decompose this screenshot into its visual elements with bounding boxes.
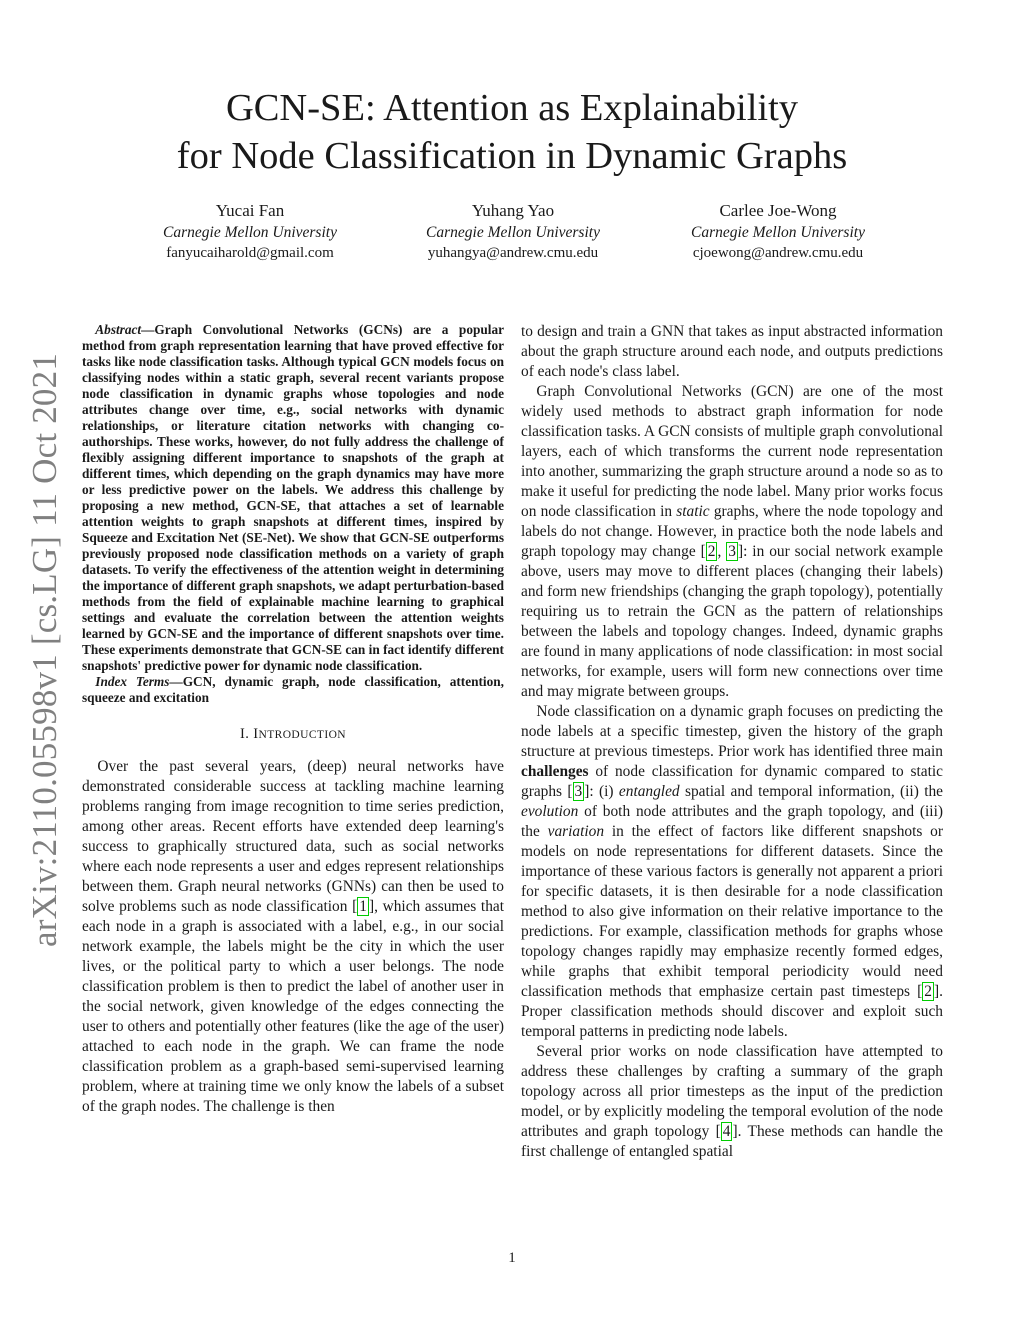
index-terms: [82, 674, 504, 706]
text-run: Graph Convolutional Networks (GCN) are one of the most widely used methods to abstract graph information for node classification tasks. A GCN consists of multiple graph convolutional layers, each of which transforms the current node representation into another, summarizing the graph structure around a node so as to make it useful for predicting the node label. Many prior works focus on node classification in: [521, 383, 943, 520]
page-number: 1: [508, 1250, 516, 1266]
arxiv-id: arXiv:2110.05598v1 [cs.LG] 11 Oct 2021: [25, 352, 65, 947]
text-run: of both node attributes and the graph topology, and (iii) the: [521, 803, 943, 840]
section-rest: NTRODUCTION: [258, 729, 346, 741]
paragraph: Graph Convolutional Networks (GCN) are one of the most widely used methods to abstract graph information for node classification tasks. A GCN consists of multiple graph convolutional layers, each of which transforms the current node representation into another, summarizing the graph structure around a node so as to make it useful for predicting the node label. Many prior works focus on node classification in static graphs, where the node topology and labels do not change. However, in practice both the node labels and graph topology may change [ 2 , 3 ]: in our social network example above, users may move to different places (changing their labels) and form new friendships (changing the graph topology), potentially requiring us to retrain the GCN as the pattern of relationships between the labels and topology changes. Indeed, dynamic graphs are found in many applications of node classification: in most social networks, for example, users will form new connections over time and may migrate between groups.: [521, 383, 944, 700]
index-terms-text: GCN, dynamic graph, node classification, attention, squeeze and excitation: [82, 674, 504, 705]
arxiv-stamp: [14, 353, 76, 946]
text-run: : in our social network example above, users may move to different places (changing their labels) and form new friendships (changing the graph topology), potentially requiring us to retrain the GCN as the pattern of relationships between the labels and topology changes. Indeed, dynamic graphs are found in many applications of node classification: in most social networks, for example, users will form new connections over time and may migrate between groups.: [521, 543, 944, 700]
left-column: [82, 322, 504, 1117]
emphasis: evolution: [521, 803, 579, 820]
author-affiliation: Carnegie Mellon University: [691, 224, 865, 241]
section-heading-introduction: [82, 724, 504, 745]
abstract-dash: —: [141, 322, 155, 337]
author-affiliation: Carnegie Mellon University: [426, 224, 600, 241]
abstract-text: Graph Convolutional Networks (GCNs) are a popular method from graph representation learning that have proved effective for tasks like node classification tasks. Although typical GCN models focus on classifying nodes within a static graph, several recent variants propose node classification in dynamic graphs whose topologies and node attributes change over time, e.g., social networks with dynamic relationships, or literature citation networks with changing co-authorships. These works, however, do not fully address the challenge of flexibly assigning different importance to snapshots of the graph at different times, which depending on the graph dynamics may have more or less predictive power on the labels. We address this challenge by proposing a new method, GCN-SE, that attaches a set of learnable attention weights to graph snapshots at different times, inspired by Squeeze and Excitation Net (SE-Net). We show that GCN-SE outperforms previously proposed node classification methods on a variety of graph datasets. To verify the effectiveness of the attention weight in determining the importance of different graph snapshots, we adapt perturbation-based methods from the field of explainable machine learning to graphical settings and evaluate the correlation between the attention weights learned by GCN-SE and the importance of different snapshots over time. These experiments demonstrate that GCN-SE can in fact identify different snapshots' predictive power for dynamic node classification.: [82, 322, 504, 673]
citation-link[interactable]: 1: [359, 898, 367, 915]
index-terms-label: Index Terms: [95, 674, 170, 689]
text-run: of node classification for dynamic compared to static graphs: [521, 763, 943, 800]
text-run: . Proper classification methods should discover and exploit such temporal patterns in predicting node labels.: [521, 983, 943, 1040]
author-email: cjoewong@andrew.cmu.edu: [692, 245, 864, 261]
right-column: [521, 322, 943, 1162]
author-email: yuhangya@andrew.cmu.edu: [427, 245, 599, 261]
text-run: Over the past several years, (deep) neural networks have demonstrated considerable success at tackling machine learning problems ranging from image recognition to time series prediction, among other areas. Recent efforts have extended deep learning's success to graphically structured data, such as social networks where each node represents a user and edges represent relationships between them. Graph neural networks (GNNs) can then be used to solve problems such as node classification: [82, 758, 504, 915]
citation-link[interactable]: 3: [574, 783, 583, 800]
author-name: Yuhang Yao: [471, 201, 555, 220]
title-line-2: for Node Classification in Dynamic Graphs: [176, 135, 848, 177]
paragraph: to design and train a GNN that takes as input abstracted information about the graph structure around each node, and outputs predictions of each node's class label.: [521, 323, 943, 380]
text-run: ,: [717, 543, 727, 560]
author-name: Carlee Joe-Wong: [719, 201, 837, 220]
abstract: [82, 322, 504, 674]
text-run: Several prior works on node classification have attempted to address these challenges by crafting a summary of the graph topology across all prior timesteps as the input of the prediction model, or by explicitly modeling the temporal evolution of the node attributes and graph topology: [521, 1043, 943, 1140]
index-terms-dash: —: [169, 674, 183, 689]
text-run: graphs, where the node topology and labels do not change. However, in practice both the node labels and graph topology may change: [521, 503, 943, 560]
text-run: , which assumes that each node in a graph is associated with a label, e.g., in our social network example, the labels might be the city in which the user lives, or the political party to which a user belongs. The node classification problem is then to predict the label of another user in the social network, given knowledge of the edges connecting the user to others and potentially other features (like the age of the user) attached to each node in the graph. We can frame the node classification problem as a graph-based semi-supervised learning problem, where at training time we only know the labels of a subset of the graph nodes. The challenge is then: [82, 898, 504, 1115]
author-block: [648, 200, 908, 264]
paragraph: Several prior works on node classification have attempted to address these challenges by crafting a summary of the graph topology across all prior timesteps as the input of the prediction model, or by explicitly modeling the temporal evolution of the node attributes and graph topology [ 4 ]. These methods can handle the first challenge of entangled spatial: [521, 1043, 943, 1160]
abstract-label: Abstract: [95, 322, 142, 337]
author-name: Yucai Fan: [215, 201, 285, 220]
text-run: : (i): [589, 783, 619, 800]
emphasis: variation: [547, 823, 605, 840]
author-block: [120, 200, 380, 264]
emphasis: static: [676, 503, 710, 520]
bold-term: challenges: [521, 763, 589, 780]
section-first-letter: I: [253, 726, 259, 742]
author-email: fanyucaiharold@gmail.com: [166, 245, 334, 261]
citation-link[interactable]: 4: [722, 1123, 731, 1140]
title-line-1: GCN-SE: Attention as Explainability: [225, 87, 799, 129]
paper-title: [100, 84, 924, 180]
text-run: Node classification on a dynamic graph focuses on predicting the node labels at a specific timestep, given the history of the graph structure at previous timesteps. Prior work has identified three main: [521, 703, 943, 760]
intro-paragraph: Over the past several years, (deep) neural networks have demonstrated considerable success at tackling machine learning problems ranging from image recognition to time series prediction, among other areas. Recent efforts have extended deep learning's success to graphically structured data, such as social networks where each node represents a user and edges represent relationships between them. Graph neural networks (GNNs) can then be used to solve problems such as node classification [ 1 ], which assumes that each node in a graph is associated with a label, e.g., in our social network example, the labels might be the city in which the user lives, or the political party to which a user belongs. The node classification problem is then to predict the label of another user in the social network, given knowledge of the edges connecting the user to others and potentially other features (like the age of the user) attached to each node in the graph. We can frame the node classification problem as a graph-based semi-supervised learning problem, where at training time we only know the labels of a subset of the graph nodes. The challenge is then: [82, 758, 504, 1115]
text-run: in the effect of factors like different snapshots or models on node representations for different datasets. Since the importance of these various factors is generally not apparent a priori for specific datasets, it is then desirable for a node classification method to also give information on their relative importance to the predictions. For example, classification methods for graphs whose topology changes rapidly may emphasize recently formed edges, while graphs that exhibit temporal periodicity would need classification methods that emphasize certain past timesteps: [521, 823, 944, 1000]
citation-link[interactable]: 2: [707, 543, 716, 560]
author-block: [383, 200, 643, 264]
paragraph: Node classification on a dynamic graph focuses on predicting the node labels at a specific timestep, given the history of the graph structure at previous timesteps. Prior work has identified three main challenges of node classification for dynamic compared to static graphs [ 3 ]: (i) entangled spatial and temporal information, (ii) the evolution of both node attributes and the graph topology, and (iii) the variation in the effect of factors like different snapshots or models on node representations for different datasets. Since the importance of these various factors is generally not apparent a priori for specific datasets, it is then desirable for a node classification method to also give information on their relative importance to the predictions. For example, classification methods for graphs whose topology changes rapidly may emphasize recently formed edges, while graphs that exhibit temporal periodicity would need classification methods that emphasize certain past timesteps [ 2 ]. Proper classification methods should discover and exploit such temporal patterns in predicting node labels.: [521, 703, 944, 1040]
text-run: . These methods can handle the first challenge of entangled spatial: [521, 1123, 943, 1160]
citation-link[interactable]: 2: [924, 983, 932, 1000]
author-affiliation: Carnegie Mellon University: [163, 224, 337, 241]
text-run: spatial and temporal information, (ii) the: [679, 783, 943, 800]
emphasis: entangled: [618, 783, 680, 800]
citation-link[interactable]: 3: [728, 543, 736, 560]
section-numeral: I.: [240, 726, 254, 742]
